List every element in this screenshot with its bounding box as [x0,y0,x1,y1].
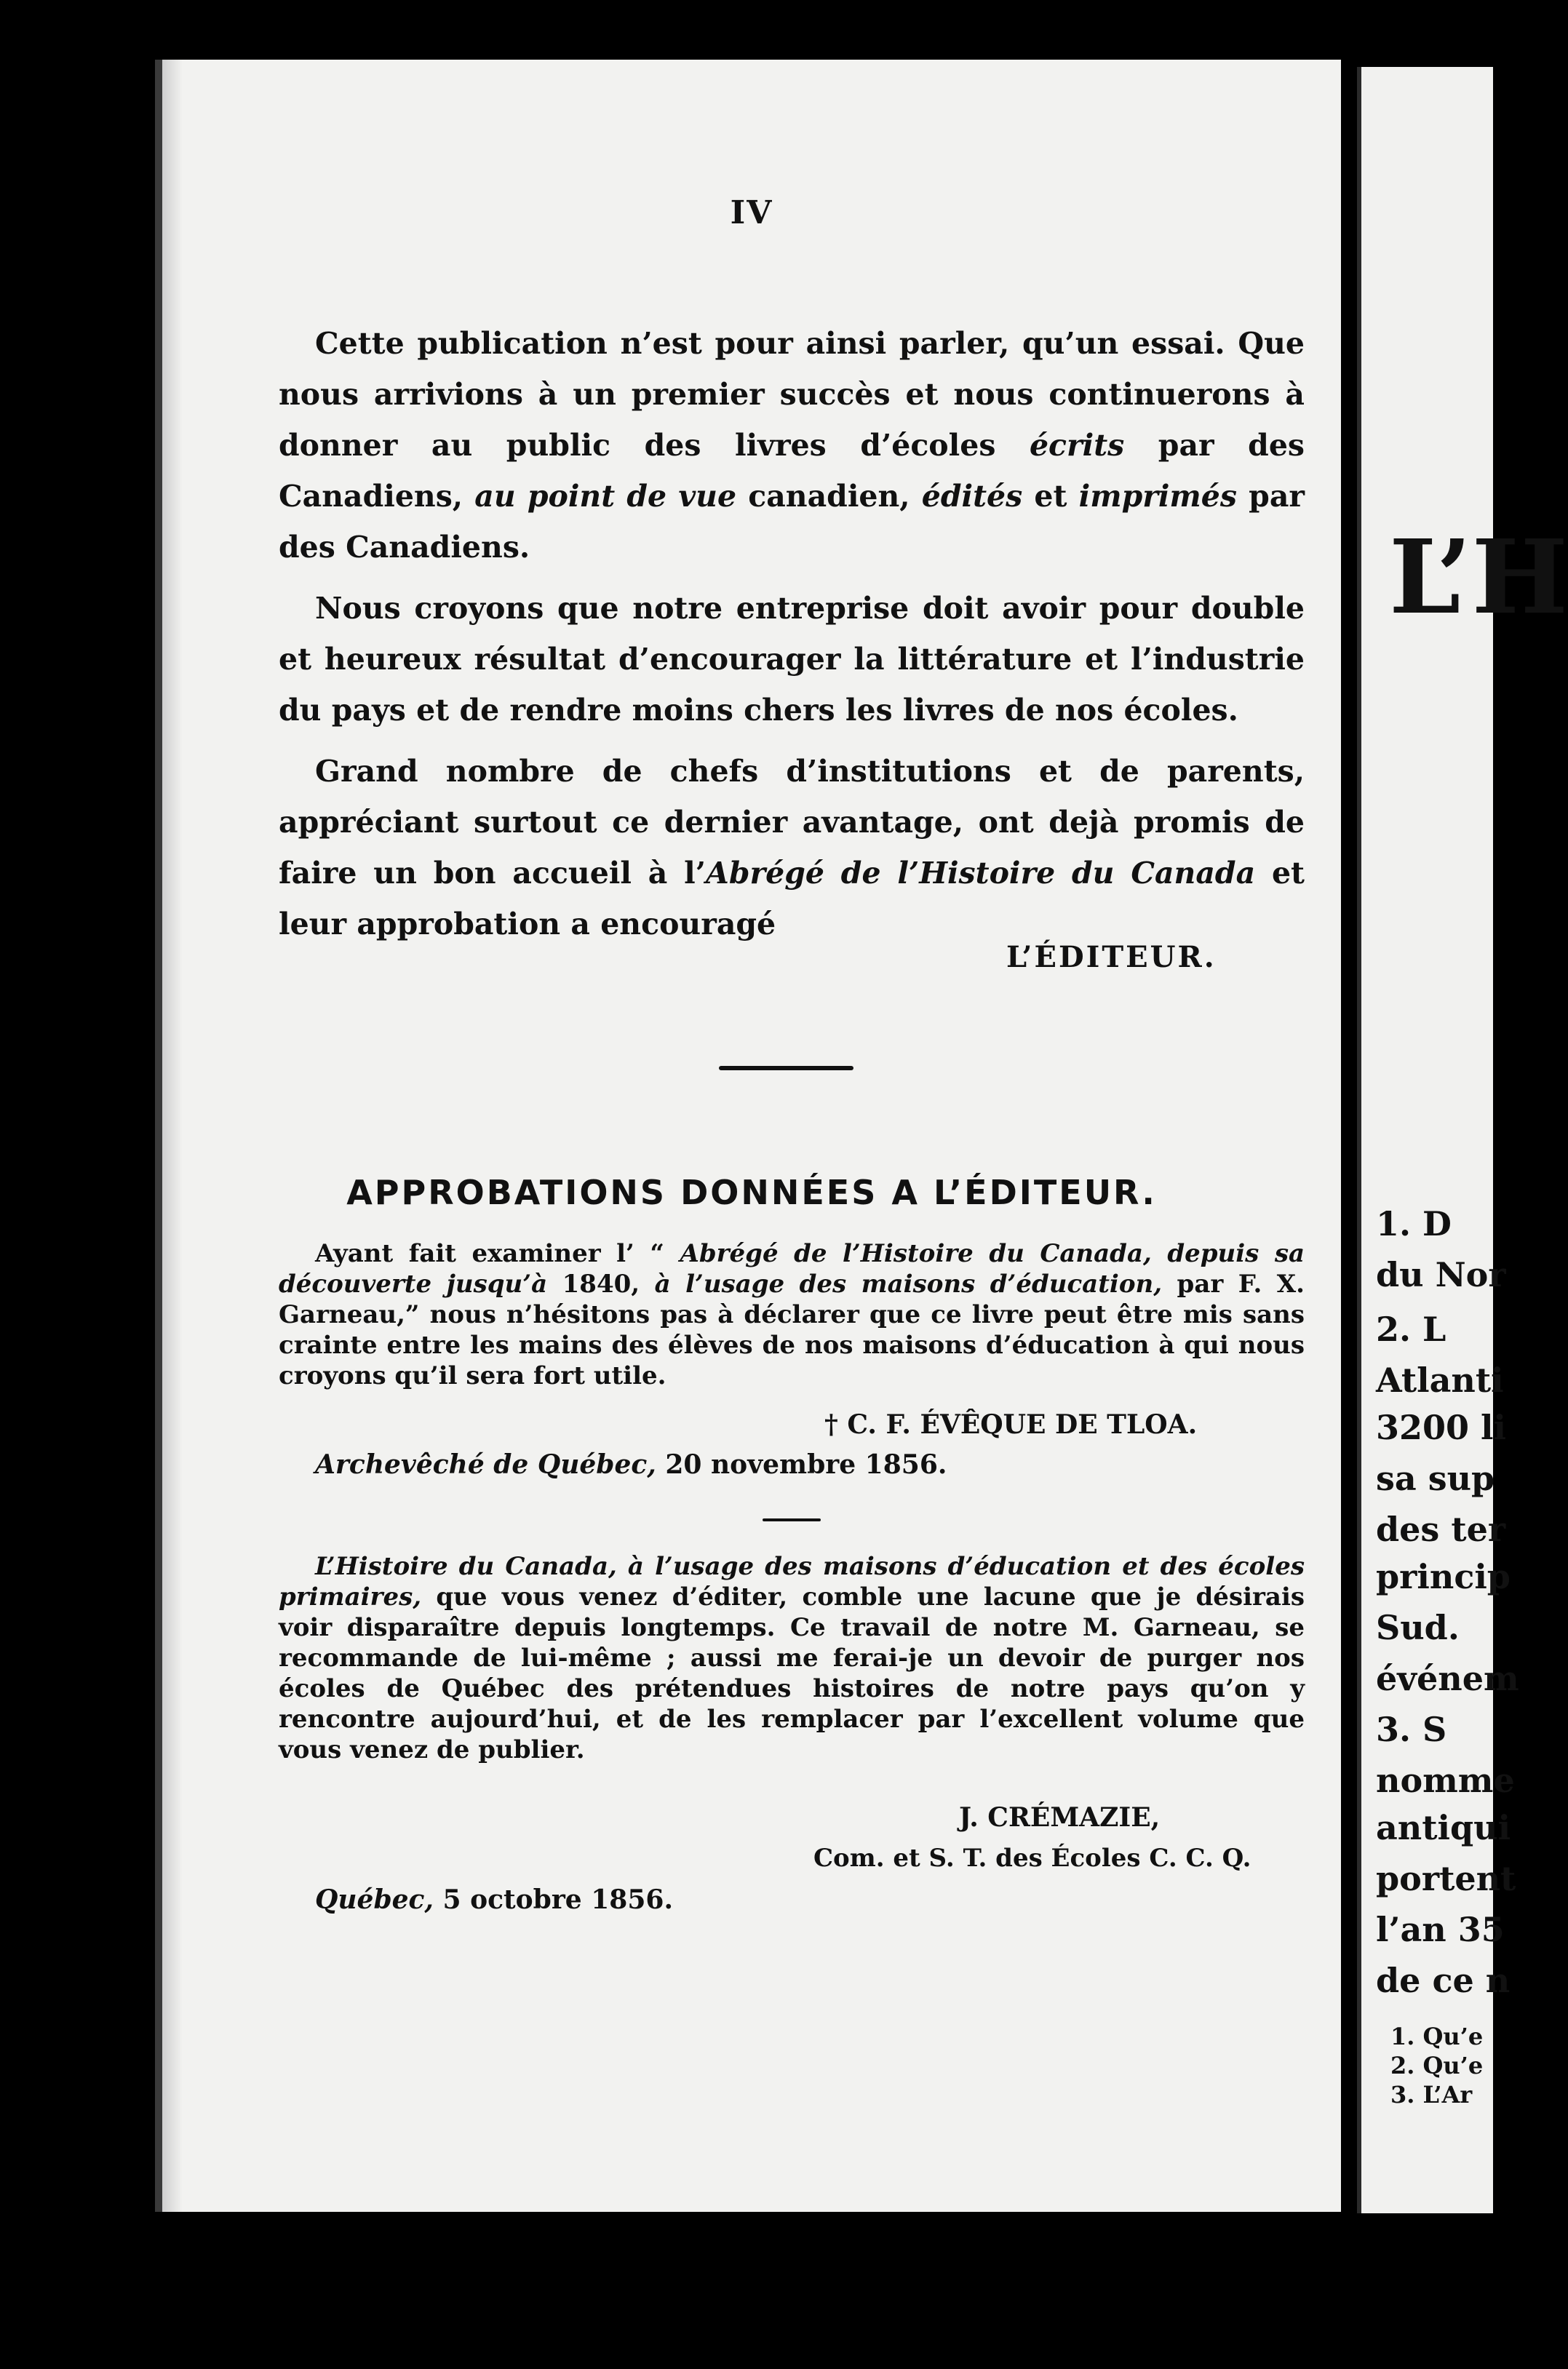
facing-footnote: 3. L’Ar [1390,2081,1473,2109]
italic-text: L’Histoire du Canada, à l’usage des maisons d’éducation et des écoles primaires, [279,1552,1305,1612]
italic-text: à l’usage des maisons d’éducation, [654,1270,1163,1299]
text-run: par des Canadiens, [279,428,1305,514]
approval-2-signature-name: J. CRÉMAZIE, [959,1802,1161,1833]
separator-rule [719,1066,853,1070]
approval-1-dateline [315,1449,947,1480]
facing-line: de ce n [1376,1961,1511,2000]
text-run: par des Canadiens. [279,479,1305,565]
facing-footnote: 2. Qu’e [1390,2052,1484,2079]
text-run: Ayant fait examiner l’ “ [315,1239,680,1268]
text-run: canadien, [736,479,922,514]
approval-1-signature: † C. F. ÉVÊQUE DE TLOA. [824,1409,1198,1440]
text-run: Nous croyons que notre entreprise doit avoir pour double et heureux résultat d’encourager la littérature et l’industrie du pays et de rendre moins chers les livres de nos écoles. [279,591,1305,728]
approvals-heading: APPROBATIONS DONNÉES A L’ÉDITEUR. [346,1173,1157,1212]
facing-line: 1. D [1376,1204,1452,1243]
facing-line: des ter [1376,1510,1506,1549]
facing-line: antiqui [1376,1808,1511,1847]
book-page [155,60,1341,2212]
facing-line: 3. S [1376,1710,1447,1749]
facing-line: Atlanti [1376,1361,1504,1400]
facing-line: événem [1376,1659,1519,1698]
separator-rule-small [763,1518,821,1521]
intro-text [279,318,1305,949]
facing-page [1357,67,1568,2213]
intro-paragraph [279,746,1305,949]
text-run: par F. X. Garneau,” nous n’hésitons pas à déclarer que ce livre peut être mis sans crainte entre les mains des élèves de nos maisons d’éducation à qui nous croyons qu’il sera fort utile. [279,1270,1305,1390]
text-run: 1840, [547,1270,655,1299]
text-run: et leur approbation a encouragé [279,856,1305,941]
italic-text: Abrégé de l’Histoire du Canada, depuis sa découverte jusqu’à [279,1239,1305,1299]
facing-line: portent [1376,1859,1516,1898]
facing-line: Sud. [1376,1608,1460,1647]
italic-text: imprimés [1078,479,1237,514]
intro-paragraph [279,583,1305,736]
facing-line: l’an 35 [1376,1910,1505,1949]
approval-2-text [279,1551,1305,1765]
facing-line: sa sup [1376,1459,1495,1498]
italic-text: Abrégé de l’Histoire du Canada [706,856,1256,891]
approval-2-place: Québec, [315,1884,434,1915]
text-run: et [1022,479,1079,514]
italic-text: au point de vue [474,479,737,514]
approval-1-date: 20 novembre 1856. [665,1449,947,1480]
facing-title-fragment: L’H [1389,518,1568,637]
approval-2-date: 5 octobre 1856. [442,1884,673,1915]
facing-footnote: 1. Qu’e [1390,2023,1484,2050]
page-number: IV [730,194,773,231]
facing-line: 2. L [1376,1310,1446,1349]
facing-line: 3200 li [1376,1408,1506,1447]
intro-paragraph [279,318,1305,573]
approval-1-text [279,1238,1305,1391]
facing-line: princip [1376,1557,1511,1596]
italic-text: édités [921,479,1023,514]
text-run: Cette publication n’est pour ainsi parler, qu’un essai. Que nous arrivions à un premier succès et nous continuerons à donner au public des livres d’écoles [279,326,1305,463]
text-run: que vous venez d’éditer, comble une lacune que je désirais voir disparaître depuis longtemps. Ce travail de notre M. Garneau, se recommande de lui-même ; aussi me ferai-je un devoir de purger nos écoles de Québec des prétendues histoires de notre pays qu’on y rencontre aujourd’hui, et de les remplacer par l’excellent volume que vous venez de publier. [279,1582,1305,1764]
text-run: Grand nombre de chefs d’institutions et de parents, appréciant surtout ce dernier avantage, ont dejà promis de faire un bon accueil à l’ [279,754,1305,891]
approval-2-dateline [315,1884,673,1915]
facing-line: nomme [1376,1761,1515,1800]
italic-text: écrits [1029,428,1125,463]
approval-1-place: Archevêché de Québec, [315,1449,656,1480]
facing-line: du Nor [1376,1255,1506,1294]
editor-signature: L’ÉDITEUR. [1006,940,1217,974]
approval-2-signature-title: Com. et S. T. des Écoles C. C. Q. [813,1844,1251,1873]
approval-2 [279,1551,1305,1765]
approval-1 [279,1238,1305,1391]
